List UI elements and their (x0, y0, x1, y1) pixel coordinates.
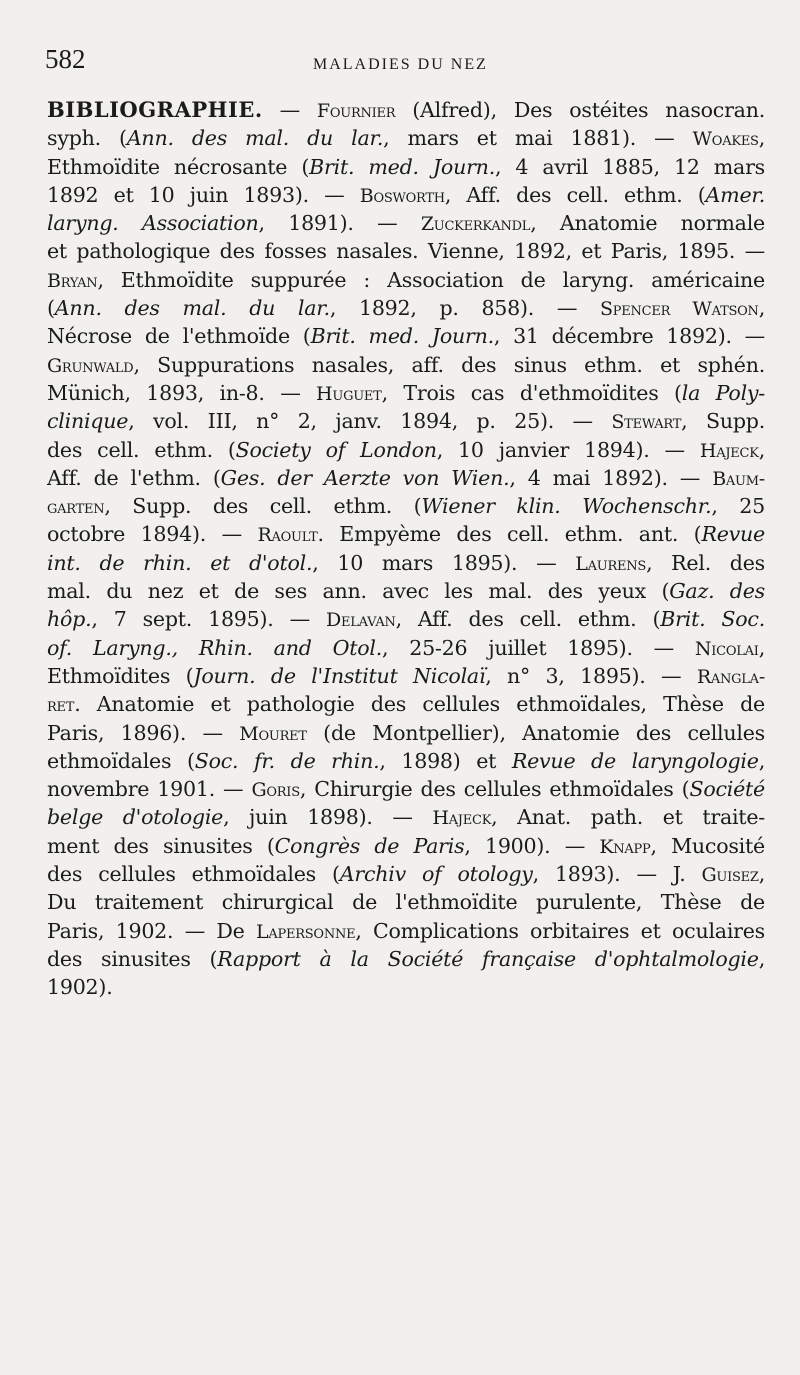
author-name: Fournier (316, 100, 396, 122)
citation-text: , 25-26 juillet 1895). — (382, 635, 695, 660)
author-name: Zuckerkandl (420, 213, 531, 236)
citation-text: et pathologique des fosses nasales. Vienne, 1892, et Paris, 1895. — (47, 239, 765, 264)
journal-title: belge d'otologie (47, 805, 224, 830)
citation-text: , 1892, p. 858). — (329, 296, 600, 321)
bibliography-line (47, 237, 765, 265)
citation-text: Paris, 1896). — (47, 720, 240, 745)
bibliography-line (47, 917, 765, 945)
journal-title: Rapport à la Société française d'ophtalmologie (217, 946, 759, 971)
author-name: Bosworth (359, 184, 445, 207)
bibliography-line (47, 96, 765, 124)
bibliography-line (47, 181, 765, 209)
citation-text: . Empyème des cell. ethm. ant. ( (317, 522, 702, 547)
citation-text: , 7 sept. 1895). — (91, 607, 326, 632)
citation-text: , 10 janvier 1894). — (436, 437, 700, 462)
citation-text: , Chirurgie des cellules ethmoïdales ( (299, 777, 690, 802)
journal-title: Ann. des mal. du lar. (54, 296, 330, 321)
citation-text: , (758, 862, 765, 887)
citation-text: , Aff. des cell. ethm. ( (444, 182, 706, 207)
citation-text: , n° 3, 1895). — (485, 663, 697, 688)
citation-text: novembre 1901. — (47, 777, 252, 802)
author-name: garten (47, 496, 105, 519)
author-name: Woakes (692, 128, 759, 151)
journal-title: la Poly- (681, 380, 765, 405)
citation-text: des sinusites ( (47, 946, 218, 971)
author-name: Grunwald (47, 354, 134, 377)
author-name: Hajeck (432, 807, 492, 830)
bibliography-line (47, 747, 765, 775)
citation-text: mal. du nez et de ses ann. avec les mal. des yeux ( (47, 579, 670, 604)
bibliography-line (47, 945, 765, 973)
citation-text: , (758, 126, 765, 151)
citation-text: octobre 1894). — (47, 522, 258, 547)
bibliography-line (47, 719, 765, 747)
author-name: Delavan (325, 609, 396, 632)
citation-text: , Anatomie normale (530, 211, 765, 236)
section-heading: BIBLIOGRAPHIE. (47, 97, 263, 122)
bibliography-line (47, 209, 765, 237)
citation-text: , Anat. path. et traite- (491, 805, 765, 830)
author-name: Stewart (611, 411, 682, 434)
journal-title: Ann. des mal. du lar. (126, 126, 384, 151)
bibliography-line (47, 775, 765, 803)
bibliography-line (47, 464, 765, 492)
bibliography-line (47, 690, 765, 718)
journal-title: Wiener klin. Wochenschr. (421, 494, 712, 519)
citation-text: , Suppurations nasales, aff. des sinus ethm. et sphén. (133, 352, 765, 377)
bibliography-line (47, 662, 765, 690)
author-name: Goris (251, 779, 300, 802)
bibliography-line (47, 351, 765, 379)
author-name: Bryan (47, 269, 98, 292)
citation-text: , Trois cas d'ethmoïdites ( (381, 380, 682, 405)
author-name: Baum- (712, 467, 765, 490)
bibliography-section (47, 96, 765, 1002)
bibliography-line (47, 634, 765, 662)
citation-text: , 1893). — J. (532, 862, 702, 887)
citation-text: , 4 mai 1892). — (509, 465, 713, 490)
citation-text: . Anatomie et pathologie des cellules ethmoïdales, Thèse de (74, 692, 765, 717)
journal-title: Revue de laryngologie (511, 748, 759, 773)
citation-text: , mars et mai 1881). — (383, 126, 693, 151)
citation-text: , (758, 748, 765, 773)
journal-title: laryng. Association (47, 211, 259, 236)
citation-text: Du traitement chirurgical de l'ethmoïdite purulente, Thèse de (47, 890, 765, 915)
citation-text: , 1891). — (258, 211, 421, 236)
citation-text: 1892 et 10 juin 1893). — (47, 182, 360, 207)
citation-text: , Rel. des (646, 550, 765, 575)
author-name: Knapp (599, 835, 651, 858)
journal-title: Ges. der Aerzte von Wien. (220, 465, 510, 490)
bibliography-line (47, 153, 765, 181)
citation-text: , 25 (711, 494, 765, 519)
journal-title: Société (689, 777, 765, 802)
journal-title: Journ. de l'Institut Nicolaï (193, 663, 486, 688)
journal-title: Soc. fr. de rhin. (194, 748, 380, 773)
author-name: Spencer Watson (600, 298, 759, 321)
journal-title: hôp. (47, 607, 92, 632)
journal-title: Archiv of otology (339, 862, 533, 887)
page-header (45, 44, 765, 84)
citation-text: 1902). (47, 975, 113, 1000)
bibliography-line (47, 973, 765, 1001)
bibliography-line (47, 549, 765, 577)
citation-text: Ethmoïdite nécrosante ( (47, 154, 310, 179)
journal-title: Society of London (235, 437, 437, 462)
citation-text: des cellules ethmoïdales ( (47, 862, 340, 887)
bibliography-line (47, 322, 765, 350)
citation-text: , Aff. des cell. ethm. ( (395, 607, 661, 632)
citation-text: (Alfred), Des ostéites nasocran. (395, 98, 765, 122)
bibliography-line (47, 124, 765, 152)
journal-title: clinique (47, 409, 129, 434)
bibliography-line (47, 407, 765, 435)
author-name: Rangla- (696, 665, 765, 688)
journal-title: Brit. med. Journ. (309, 154, 495, 179)
citation-text: , 31 décembre 1892). — (493, 324, 765, 349)
bibliography-line (47, 294, 765, 322)
citation-text: , 1898) et (379, 748, 512, 773)
author-name: Guisez (701, 864, 759, 887)
bibliography-line (47, 803, 765, 831)
citation-text: , 10 mars 1895). — (312, 550, 576, 575)
bibliography-line (47, 860, 765, 888)
citation-text: , Mucosité (650, 833, 765, 858)
bibliography-line (47, 436, 765, 464)
bibliography-line (47, 577, 765, 605)
author-name: Laurens (575, 552, 647, 575)
citation-text: Paris, 1902. — De (47, 918, 256, 943)
author-name: Raoult (257, 524, 318, 547)
citation-text: , Supp. (681, 409, 765, 434)
bibliography-line (47, 888, 765, 916)
author-name: ret (47, 694, 75, 717)
citation-text: , Ethmoïdite suppurée : Association de laryng. américaine (97, 267, 765, 292)
author-name: Nicolai (694, 637, 759, 660)
page-number: 582 (45, 44, 86, 74)
citation-text: , (758, 296, 765, 321)
citation-text: , (758, 437, 765, 462)
citation-text: , (758, 635, 765, 660)
citation-text: , 1900). — (464, 833, 600, 858)
citation-text: , 4 avril 1885, 12 mars (495, 154, 765, 179)
author-name: Mouret (239, 722, 307, 745)
citation-text: (de Montpellier), Anatomie des cellules (306, 720, 765, 745)
bibliography-line (47, 379, 765, 407)
citation-text: ment des sinusites ( (47, 833, 275, 858)
journal-title: Brit. Soc. (660, 607, 765, 632)
journal-title: Revue (701, 522, 765, 547)
journal-title: Gaz. des (669, 579, 765, 604)
citation-text: , Complications orbitaires et oculaires (355, 918, 765, 943)
journal-title: of. Laryng., Rhin. and Otol. (47, 635, 383, 660)
journal-title: Amer. (705, 182, 765, 207)
journal-title: Brit. med. Journ. (310, 324, 494, 349)
author-name: Hajeck (699, 439, 759, 462)
citation-text: Aff. de l'ethm. ( (47, 465, 221, 490)
running-head: MALADIES DU NEZ (313, 56, 488, 73)
citation-text: ( (47, 296, 55, 321)
bibliography-line (47, 266, 765, 294)
citation-text: syph. ( (47, 126, 127, 151)
citation-text: — (262, 98, 317, 122)
citation-text: , juin 1898). — (223, 805, 433, 830)
citation-text: Ethmoïdites ( (47, 663, 194, 688)
bibliography-line (47, 492, 765, 520)
citation-text: , (758, 946, 765, 971)
bibliography-line (47, 832, 765, 860)
citation-text: ethmoïdales ( (47, 748, 195, 773)
journal-title: int. de rhin. et d'otol. (47, 550, 313, 575)
citation-text: des cell. ethm. ( (47, 437, 236, 462)
bibliography-line (47, 605, 765, 633)
citation-text: , vol. III, n° 2, janv. 1894, p. 25). — (128, 409, 612, 434)
author-name: Lapersonne (255, 920, 356, 943)
citation-text: Nécrose de l'ethmoïde ( (47, 324, 311, 349)
author-name: Huguet (316, 382, 382, 405)
journal-title: Congrès de Paris (274, 833, 465, 858)
bibliography-line (47, 520, 765, 548)
citation-text: Münich, 1893, in-8. — (47, 380, 317, 405)
citation-text: , Supp. des cell. ethm. ( (104, 494, 422, 519)
